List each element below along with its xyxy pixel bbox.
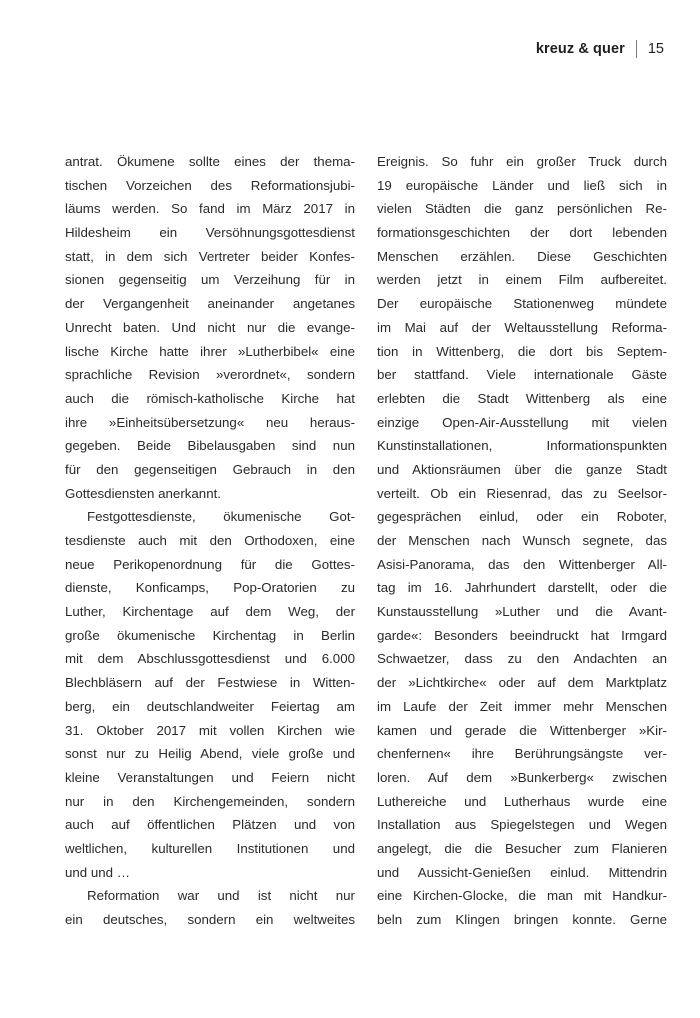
text-line: Der europäische Stationenweg mündete (377, 296, 667, 312)
text-line: Hildesheim ein Versöhnungsgottesdienst (65, 225, 355, 241)
text-line: und und … (65, 864, 131, 880)
right-text-column (377, 150, 667, 932)
text-line: der Menschen nach Wunsch segnete, das (377, 533, 667, 548)
text-line: mit dem Abschlussgottesdienst und 6.000 (65, 651, 355, 667)
text-line: Luthereiche und Lutherhaus wurde eine (377, 793, 667, 809)
text-line: ihre »Einheitsübersetzung« neu heraus- (65, 414, 355, 430)
text-line: sprachliche Revision »verordnet«, sondern (65, 367, 355, 383)
text-line: sionen gegenseitig um Verzeihung für in (65, 272, 355, 288)
text-line: vielen Städten die ganz persönlichen Re- (377, 201, 667, 217)
text-line: lische Kirche hatte ihrer »Lutherbibel« eine (65, 343, 355, 359)
text-line: 19 europäische Länder und ließ sich in (377, 177, 667, 193)
text-line: für den gegenseitigen Gebrauch in den (65, 461, 355, 477)
text-line: Reformation war und ist nicht nur (87, 888, 355, 904)
text-line: und Aktionsräumen über die ganze Stadt (377, 461, 667, 477)
text-line: erlebten die Stadt Wittenberg als eine (377, 390, 667, 406)
text-line: ein deutsches, sondern ein weltweites (65, 912, 355, 927)
text-line: Gottesdiensten anerkannt. (65, 485, 221, 501)
text-line: eine Kirchen-Glocke, die man mit Handkur- (377, 888, 667, 904)
text-line: formationsgeschichten der dort lebenden (377, 225, 667, 241)
text-line: sonst nur zu Heilig Abend, viele große und (65, 746, 355, 762)
text-line: weltlichen, kulturellen Institutionen und (65, 840, 355, 856)
text-line: auch die römisch-katholische Kirche hat (65, 390, 355, 406)
text-line: Blechbläsern auf der Festwiese in Witten- (65, 675, 355, 691)
text-line: beln zum Klingen bringen konnte. Gerne (377, 912, 667, 927)
text-line: tag im 16. Jahrhundert darstellt, oder die (377, 580, 667, 596)
header-divider (636, 40, 637, 58)
text-line: kamen und gerade die Wittenberger »Kir- (377, 722, 667, 738)
text-line: einzige Open-Air-Ausstellung mit vielen (377, 414, 667, 430)
text-line: verteilt. Ob ein Riesenrad, das zu Seelsor- (377, 485, 667, 501)
text-line: der Vergangenheit aneinander angetanes (65, 296, 355, 312)
text-line: Unrecht baten. Und nicht nur die evange- (65, 319, 355, 335)
text-line: Kunstinstallationen, Informationspunkten (377, 438, 667, 454)
left-text-column (65, 150, 355, 932)
text-line: Asisi-Panorama, das den Wittenberger All- (377, 556, 667, 572)
text-line: Menschen erzählen. Diese Geschichten (377, 248, 667, 264)
text-line: tesdienste auch mit den Orthodoxen, eine (65, 533, 355, 548)
text-line: Luther, Kirchentage auf dem Weg, der (65, 604, 355, 620)
text-line: große ökumenische Kirchentag in Berlin (65, 627, 355, 643)
text-line: statt, in dem sich Vertreter beider Konfes- (65, 248, 355, 264)
text-line: gegeben. Beide Bibelausgaben sind nun (65, 438, 355, 454)
text-line: Festgottesdienste, ökumenische Got- (87, 509, 355, 525)
text-line: berg, ein deutschlandweiter Feiertag am (65, 698, 355, 714)
text-line: auch auf öffentlichen Plätzen und von (65, 817, 355, 833)
text-line: Kunstausstellung »Luther und die Avant- (377, 604, 667, 620)
text-line: kleine Veranstaltungen und Feiern nicht (65, 769, 355, 785)
text-line: angelegt, die die Besucher zum Flanieren (377, 840, 667, 856)
text-line: dienste, Konficamps, Pop-Oratorien zu (65, 580, 355, 596)
text-line: neue Perikopenordnung für die Gottes- (65, 556, 355, 572)
page-number: 15 (647, 41, 664, 57)
text-line: gegesprächen einlud, oder ein Roboter, (377, 509, 667, 525)
text-line: garde«: Besonders beeindruckt hat Irmgard (377, 627, 667, 643)
text-line: nur in den Kirchengemeinden, sondern (65, 793, 355, 809)
text-line: loren. Auf dem »Bunkerberg« zwischen (377, 769, 667, 785)
text-line: Ereignis. So fuhr ein großer Truck durch (377, 154, 667, 169)
text-line: und Aussicht-Genießen einlud. Mittendrin (377, 864, 667, 880)
text-line: tischen Vorzeichen des Reformationsjubi- (65, 177, 355, 193)
text-line: im Laufe der Zeit immer mehr Menschen (377, 698, 667, 714)
text-line: 31. Oktober 2017 mit vollen Kirchen wie (65, 722, 355, 738)
text-line: chenfernen« ihre Berührungsängste ver- (377, 746, 667, 762)
text-line: Installation aus Spiegelstegen und Wegen (377, 817, 667, 833)
text-line: Schwaetzer, dass zu den Andachten an (377, 651, 667, 667)
text-line: antrat. Ökumene sollte eines der thema- (65, 154, 355, 169)
text-line: im Mai auf der Weltausstellung Reforma- (377, 319, 667, 335)
magazine-title: kreuz & quer (535, 41, 625, 57)
text-line: der »Lichtkirche« oder auf dem Marktplatz (377, 675, 667, 691)
page-header (536, 40, 664, 58)
text-line: ber stattfand. Viele internationale Gäste (377, 367, 667, 383)
text-line: läums werden. So fand im März 2017 in (65, 201, 355, 217)
text-line: tion in Wittenberg, die dort bis Septem- (377, 343, 667, 359)
text-line: werden jetzt in einem Film aufbereitet. (377, 272, 667, 288)
